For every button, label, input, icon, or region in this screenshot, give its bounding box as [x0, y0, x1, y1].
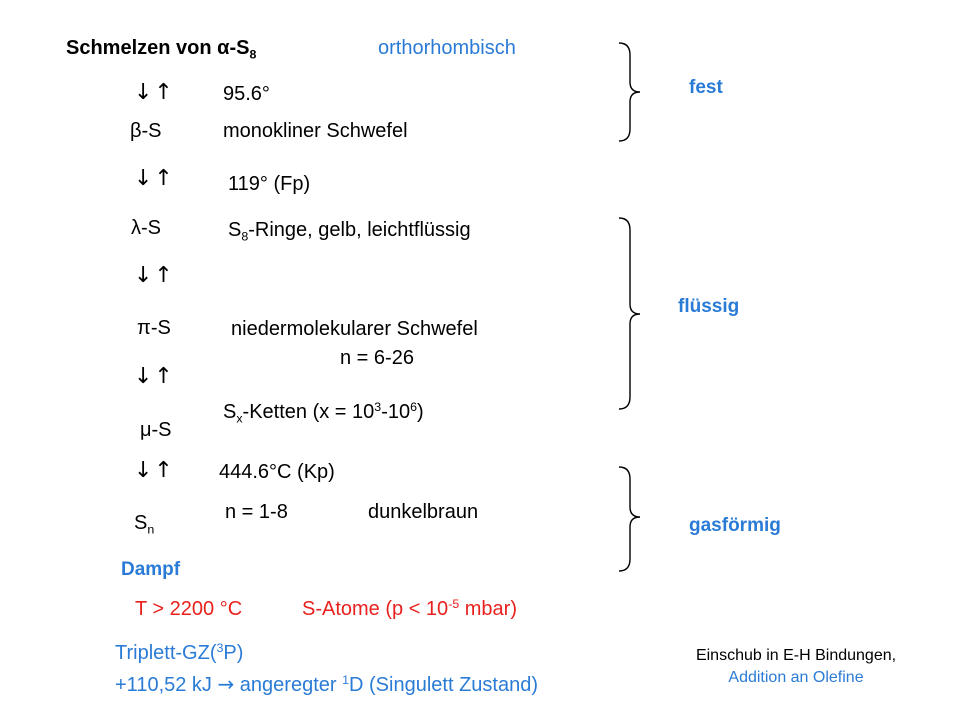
- title-main2: -S: [229, 37, 250, 59]
- equilibrium-arrow-icon: ↓↑: [134, 166, 175, 191]
- sn-main: S: [134, 512, 148, 534]
- insertion-line2: Addition an Olefine: [728, 669, 864, 686]
- atoms-pre: S-Atome (p < 10: [302, 598, 449, 620]
- sn-description-n: n = 1-8: [225, 501, 288, 523]
- triplet-post: P): [223, 642, 244, 664]
- equilibrium-arrow-icon: ↓↑: [134, 263, 175, 288]
- pi-suffix: -S: [150, 317, 171, 339]
- energy-value: +110,52 kJ: [115, 674, 218, 696]
- pi-symbol: π: [137, 317, 151, 339]
- sx-sub: x: [236, 411, 243, 426]
- singlet-sup: 1: [342, 673, 350, 688]
- high-temperature: T > 2200 °C: [135, 598, 243, 620]
- atoms-sup: -5: [448, 597, 460, 612]
- gas-brace-icon: [619, 467, 640, 571]
- sx-sup2: 6: [410, 400, 418, 415]
- dampf-label: Dampf: [121, 559, 181, 580]
- mu-s-label: μ-S: [140, 419, 172, 441]
- singlet-post: D (Singulett Zustand): [349, 674, 538, 696]
- sx-mid2: -10: [381, 401, 411, 423]
- transition-temp-1: 95.6°: [223, 83, 270, 105]
- lambda-suffix: -S: [141, 217, 161, 239]
- sn-sub: n: [147, 522, 155, 537]
- liquid-brace-icon: [619, 218, 640, 409]
- equilibrium-arrow-icon: ↓↑: [134, 458, 175, 483]
- sx-sup1: 3: [374, 400, 382, 415]
- title-modifier: orthorhombisch: [378, 37, 516, 59]
- beta-suffix: -S: [141, 120, 162, 142]
- lambda-desc-pre: S: [228, 219, 242, 241]
- lambda-symbol: λ: [131, 217, 141, 239]
- excited-label: angeregter: [234, 674, 343, 696]
- solid-brace-icon: [619, 43, 640, 141]
- sx-mid: -Ketten (x = 10: [242, 401, 375, 423]
- beta-s-description: monokliner Schwefel: [223, 120, 408, 142]
- right-arrow-icon: →: [217, 672, 235, 696]
- boiling-point: 444.6°C (Kp): [219, 461, 335, 483]
- triplet-pre: Triplett-GZ(: [115, 642, 217, 664]
- phase-gas: gasförmig: [689, 515, 781, 536]
- insertion-line1: Einschub in E-H Bindungen,: [695, 647, 897, 664]
- beta-symbol: β: [130, 120, 142, 142]
- transition-temp-2: 119° (Fp): [228, 173, 311, 195]
- atoms-post: mbar): [459, 598, 518, 620]
- sx-pre: S: [223, 401, 237, 423]
- title-alpha: α: [217, 37, 230, 59]
- sx-post: ): [417, 401, 424, 423]
- lambda-desc-sub: 8: [241, 229, 249, 244]
- phase-solid: fest: [689, 77, 723, 98]
- title-main: Schmelzen von: [66, 37, 218, 59]
- equilibrium-arrow-icon: ↓↑: [134, 80, 175, 105]
- lambda-desc-post: -Ringe, gelb, leichtflüssig: [248, 219, 471, 241]
- triplet-sup: 3: [216, 641, 224, 656]
- equilibrium-arrow-icon: ↓↑: [134, 364, 175, 389]
- pi-s-description-line2: n = 6-26: [340, 347, 414, 369]
- pi-s-description-line1: niedermolekularer Schwefel: [231, 318, 478, 340]
- title-sub: 8: [249, 47, 257, 62]
- sn-description-color: dunkelbraun: [368, 501, 479, 523]
- phase-liquid: flüssig: [678, 296, 740, 317]
